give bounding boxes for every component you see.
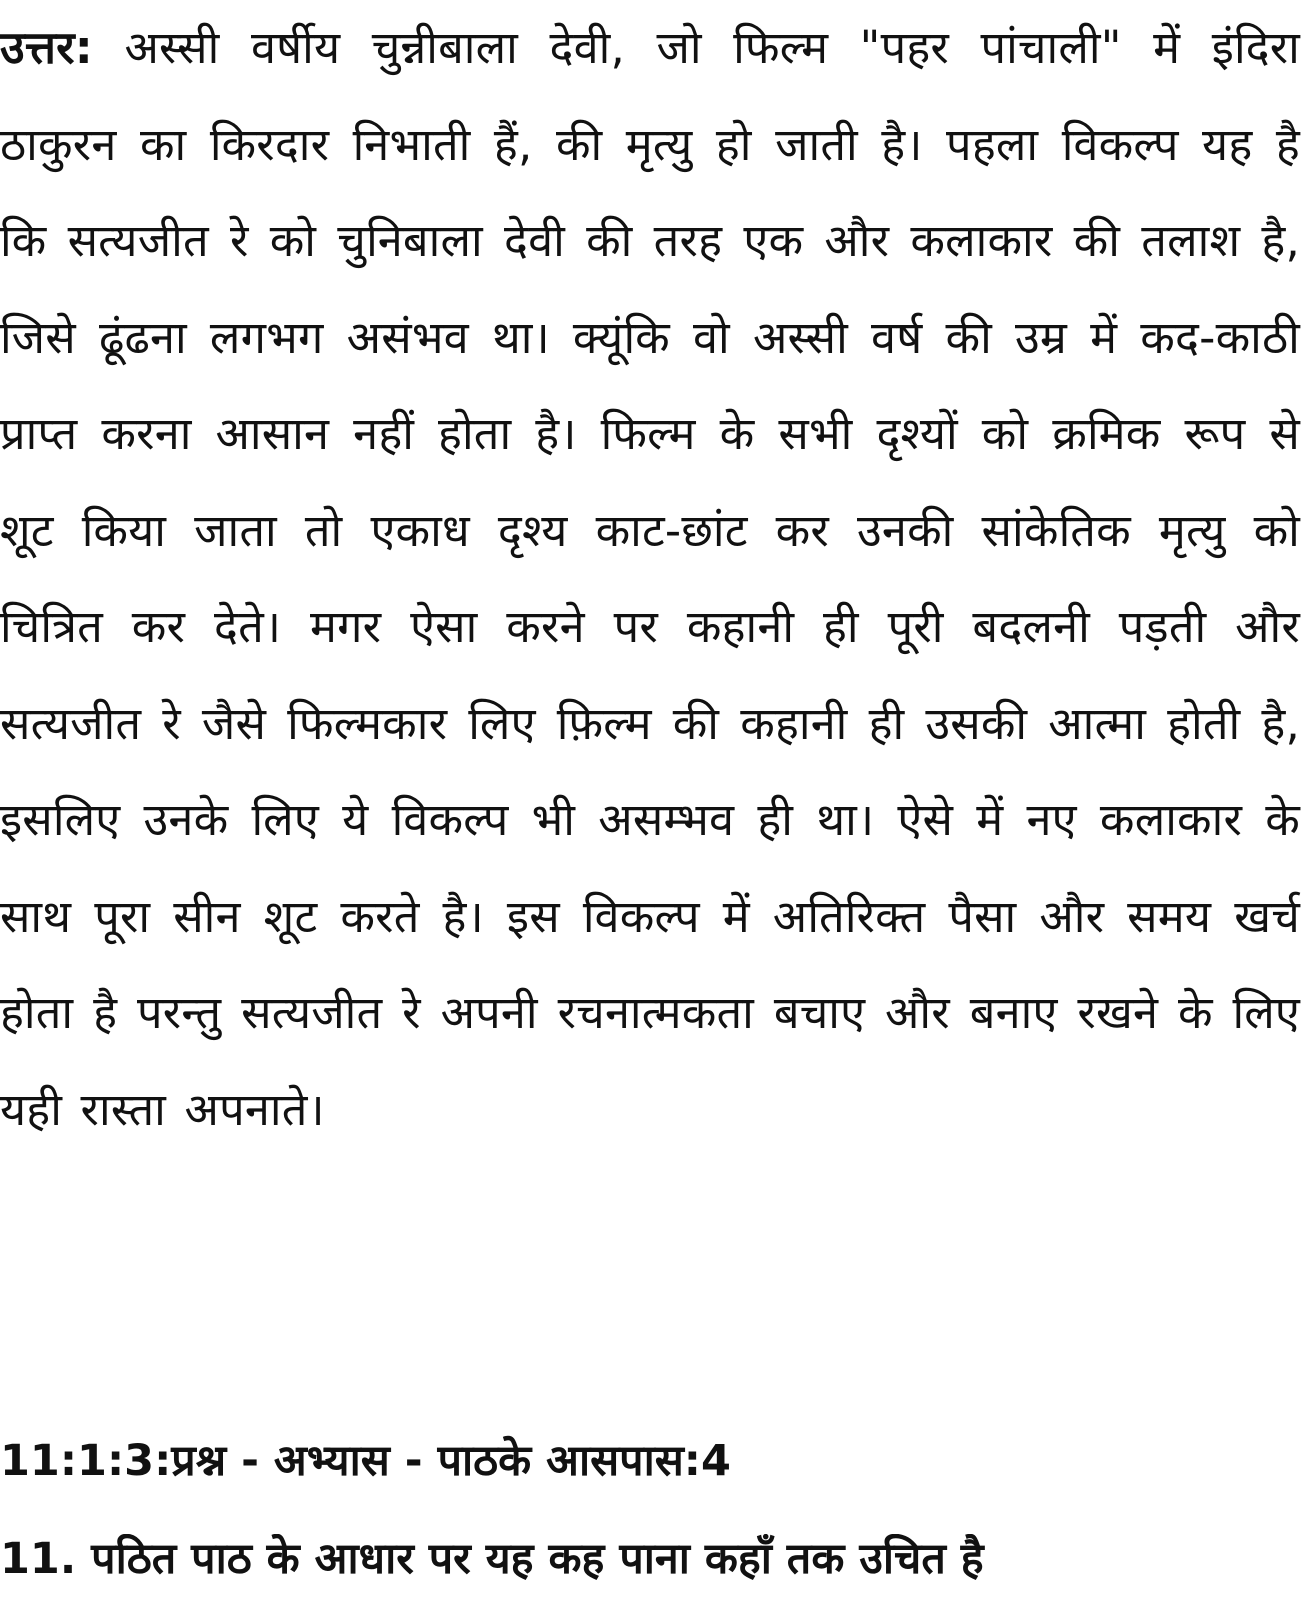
question-reference: 11:1:3:प्रश्न - अभ्यास - पाठके आसपास:4 bbox=[0, 1436, 731, 1486]
question-text: 11. पठित पाठ के आधार पर यह कह पाना कहाँ तक उचित है bbox=[0, 1534, 984, 1584]
answer-text: अस्सी वर्षीय चुन्नीबाला देवी, जो फिल्म "पहर पांचाली" में इंदिरा ठाकुरन का किरदार निभाती हैं, की मृत्यु हो जाती है। पहला विकल्प यह है कि सत्यजीत रे को चुनिबाला देवी की तरह एक और कलाकार की तलाश है, जिसे ढूंढना लगभग असंभव था। क्यूंकि वो अस्सी वर्ष की उम्र में कद-काठी प्राप्त करना आसान नहीं होता है। फिल्म के सभी दृश्यों को क्रमिक रूप से शूट किया जाता तो एकाध दृश्‍य काट-छांट कर उनकी सांकेतिक मृत्यु को चित्रित कर देते। मगर ऐसा करने पर कहानी ही पूरी बदलनी पड़ती और सत्यजीत रे जैसे फिल्मकार लिए फ़िल्म की कहानी ही उसकी आत्मा होती है, इसलिए उनके लिए ये विकल्प भी असम्भव ही था। ऐसे में नए कलाकार के साथ पूरा सीन शूट करते है। इस विकल्प में अतिरिक्त पैसा और समय खर्च होता है परन्तु सत्यजीत रे अपनी रचनात्मकता बचाए और बनाए रखने के लिए यही रास्ता अपनाते। bbox=[0, 21, 1300, 1136]
answer-label: उत्तर: bbox=[0, 21, 93, 74]
